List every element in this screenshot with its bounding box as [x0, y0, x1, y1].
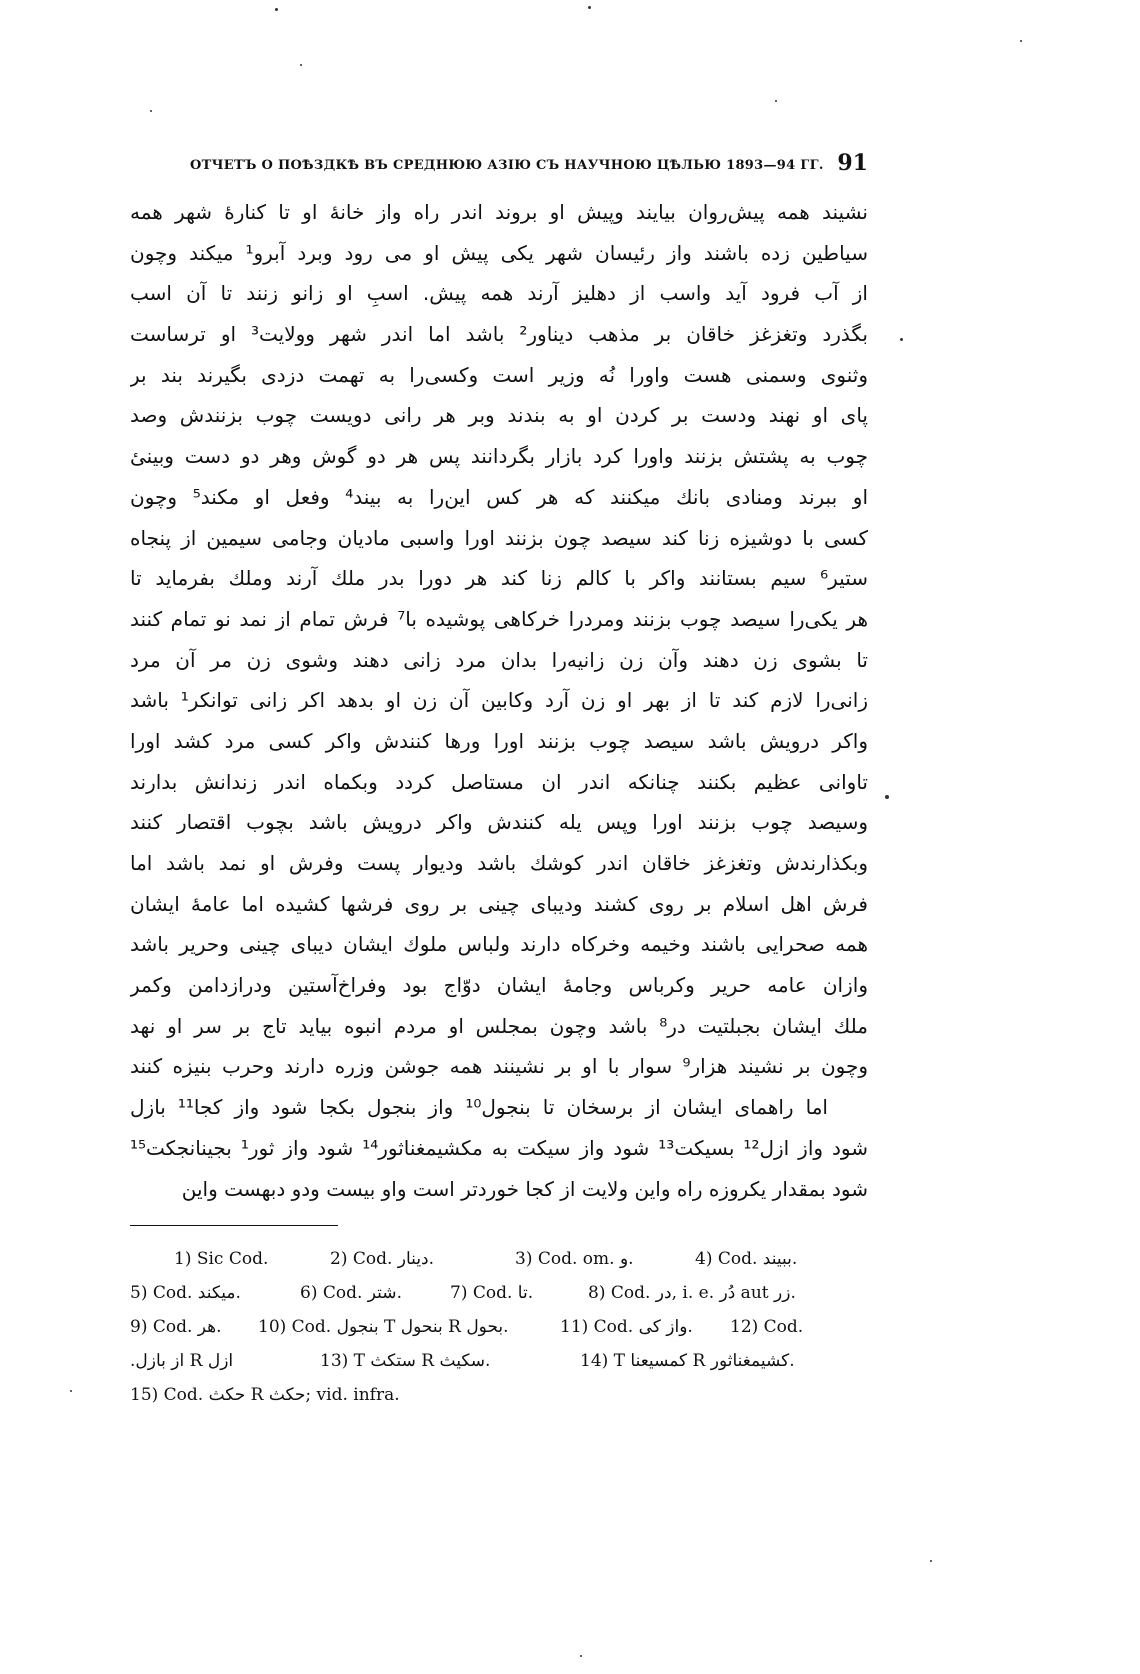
text-line: بگذرد وتغزغز خاقان بر مذهب دیناور² باشد اما اندر شهر وولايت³ او ترساست — [130, 322, 868, 347]
scan-speck — [775, 100, 777, 102]
text-line: شود واز ازل¹² بسيكت¹³ شود واز سيكت به مكشيمغناثور¹⁴ شود واز ثور¹ بجينانجكت¹⁵ — [130, 1135, 868, 1160]
scan-speck — [1020, 40, 1022, 42]
text-line: كسى با دوشيزه زنا كند سيصد چون بزنند اورا واسبى ماديان وجامى سيمين از پنجاه — [130, 525, 868, 550]
scan-speck — [930, 1560, 932, 1562]
footnote: ازل R از بازل. — [130, 1351, 234, 1371]
text-line: اما راهماى ايشان از برسخان تا بنجول¹⁰ واز بنجول بكجا شود واز كجا¹¹ بازل — [130, 1095, 828, 1120]
text-line: وچون بر نشيند هزار⁹ سوار با او بر نشينند همه جوشن وزره دارند وحرب بنيزه كنند — [130, 1054, 868, 1079]
text-line: ملك ايشان بجبلتيت در⁸ باشد وچون بمجلس او مردم انبوه بيايد تاج بر سر او نهد — [130, 1013, 868, 1038]
text-line: فرش اهل اسلام بر روى كشند وديباى چينى بر روى فرشها كشيده اما عامهٔ ايشان — [130, 891, 868, 916]
footnote: 9) Cod. هر. — [130, 1317, 222, 1337]
text-line: وثنوى وسمنى هست واورا نُه وزير است وكسى‌را به تهمت دزدى بگيرند بند بر — [130, 362, 868, 387]
footnote-row — [130, 1344, 868, 1378]
scan-speck — [150, 110, 152, 112]
footnote: 2) Cod. دينار. — [330, 1249, 435, 1269]
footnote: 7) Cod. تا. — [450, 1283, 534, 1303]
page-number: 91 — [837, 150, 868, 176]
text-line: ستير⁶ سيم بستانند واكر با كالم زنا كند هر دورا بدر ملك آرند وملك بفرمايد تا — [130, 566, 868, 591]
running-header — [190, 150, 868, 180]
footnote: 1) Sic Cod. — [174, 1249, 269, 1269]
scan-speck — [580, 1655, 582, 1657]
text-line: او ببرند ومنادى بانك ميكنند كه هر كس اين‌را به بيند⁴ وفعل او مكند⁵ وچون — [130, 484, 868, 509]
text-line: از آب فرود آيد واسب از دهليز آرند همه پيش. اسبِ او زانو زنند تا آن اسب — [130, 281, 868, 306]
text-line: وبكذارندش وتغزغز خاقان اندر كوشك باشد وديوار پست وفرش او نمد باشد اما — [130, 851, 868, 875]
scan-speck — [275, 8, 278, 11]
footnote: 11) Cod. واز كى. — [560, 1317, 693, 1337]
footnote-row — [130, 1378, 868, 1412]
footnote: 13) T ستكث R سكيث. — [320, 1351, 491, 1371]
text-line: تاوانى عظيم بكنند چنانكه اندر ان مستاصل كردد وبكماه اندر زندانش بدارند — [130, 769, 868, 794]
scan-speck — [900, 338, 903, 341]
footnote-row — [130, 1310, 868, 1344]
scan-speck — [300, 64, 302, 66]
text-line: سياطين زده باشند واز رئيسان شهر يكى پيش او مى رود وبرد آبرو¹ ميكند وچون — [130, 240, 868, 265]
text-line: شود بمقدار يكروزه راه واين ولايت از كجا خوردتر است واو بيست ودو دبهست واين — [181, 1176, 868, 1201]
text-line: هر يكى‌را سيصد چوب بزنند ومردرا خركاهى پوشيده با⁷ فرش تمام از نمد نو تمام كنند — [130, 606, 868, 631]
footnote-row — [130, 1276, 868, 1310]
scan-speck — [885, 795, 889, 799]
footnote: 6) Cod. شتر. — [300, 1283, 402, 1303]
running-title: ОТЧЕТЪ О ПОѢЗДКѢ ВЪ СРЕДНЮЮ АЗІЮ СЪ НАУЧНОЮ ЦѢЛЬЮ 1893—94 ГГ. — [190, 158, 824, 173]
footnote: 15) Cod. حكث R حكث; vid. infra. — [130, 1385, 400, 1405]
footnotes — [130, 1242, 868, 1412]
footnote-rule — [130, 1225, 338, 1226]
footnote: 14) T كمسيعنا R كشيمغناثور. — [580, 1351, 795, 1371]
footnote: 5) Cod. ميكند. — [130, 1283, 241, 1303]
scan-speck — [70, 1390, 72, 1392]
text-line: پاى او نهند ودست بر كردن او به بندند وبر هر رانى دويست چوب بزنندش وصد — [130, 403, 868, 428]
text-line: وازان عامه حرير وكرباس وجامهٔ ايشان دوّاج بود وفراخ‌آستين ودرازدامن وكمر — [130, 973, 868, 998]
footnote: 3) Cod. om. و. — [515, 1249, 634, 1269]
footnote: 12) Cod. — [730, 1317, 804, 1337]
text-line: زانى‌را لازم كند تا از بهر او زن آرد وكابين آن زن او بدهد اكر زانى توانكر¹ باشد — [130, 688, 868, 713]
footnote: 10) Cod. بنجول T بنحول R بحول. — [258, 1317, 509, 1337]
text-line: همه صحرايى باشند وخيمه وخركاه دارند ولباس ملوك ايشان ديباى چينى وحرير باشد — [130, 932, 868, 957]
footnote: 4) Cod. ببيند. — [695, 1249, 798, 1269]
footnote: 8) Cod. در, i. e. دُر aut زر. — [588, 1283, 796, 1303]
text-line: چوب به پشتش بزنند واورا كرد بازار بگردانند پس هر دو گوش وهر دو دست وبينىٔ — [130, 444, 868, 469]
text-line: واكر درويش باشد سيصد چوب بزنند اورا ورها كنندش واكر كسى مرد كشد اورا — [130, 728, 868, 753]
footnote-row — [130, 1242, 868, 1276]
persian-text-body — [130, 192, 868, 1209]
scan-speck — [588, 6, 591, 9]
text-line: تا بشوى زن دهند وآن زن زانيه‌را بدان مرد زانى دهند وشوى زن مر آن مرد — [130, 647, 868, 672]
text-line: نشيند همه پيش‌روان بيايند وپيش او بروند اندر راه واز خانهٔ او تا كنارهٔ شهر همه — [130, 200, 868, 224]
text-line: وسيصد چوب بزنند اورا وپس يله كنندش واكر درويش باشد بچوب اقتصار كنند — [130, 810, 868, 835]
